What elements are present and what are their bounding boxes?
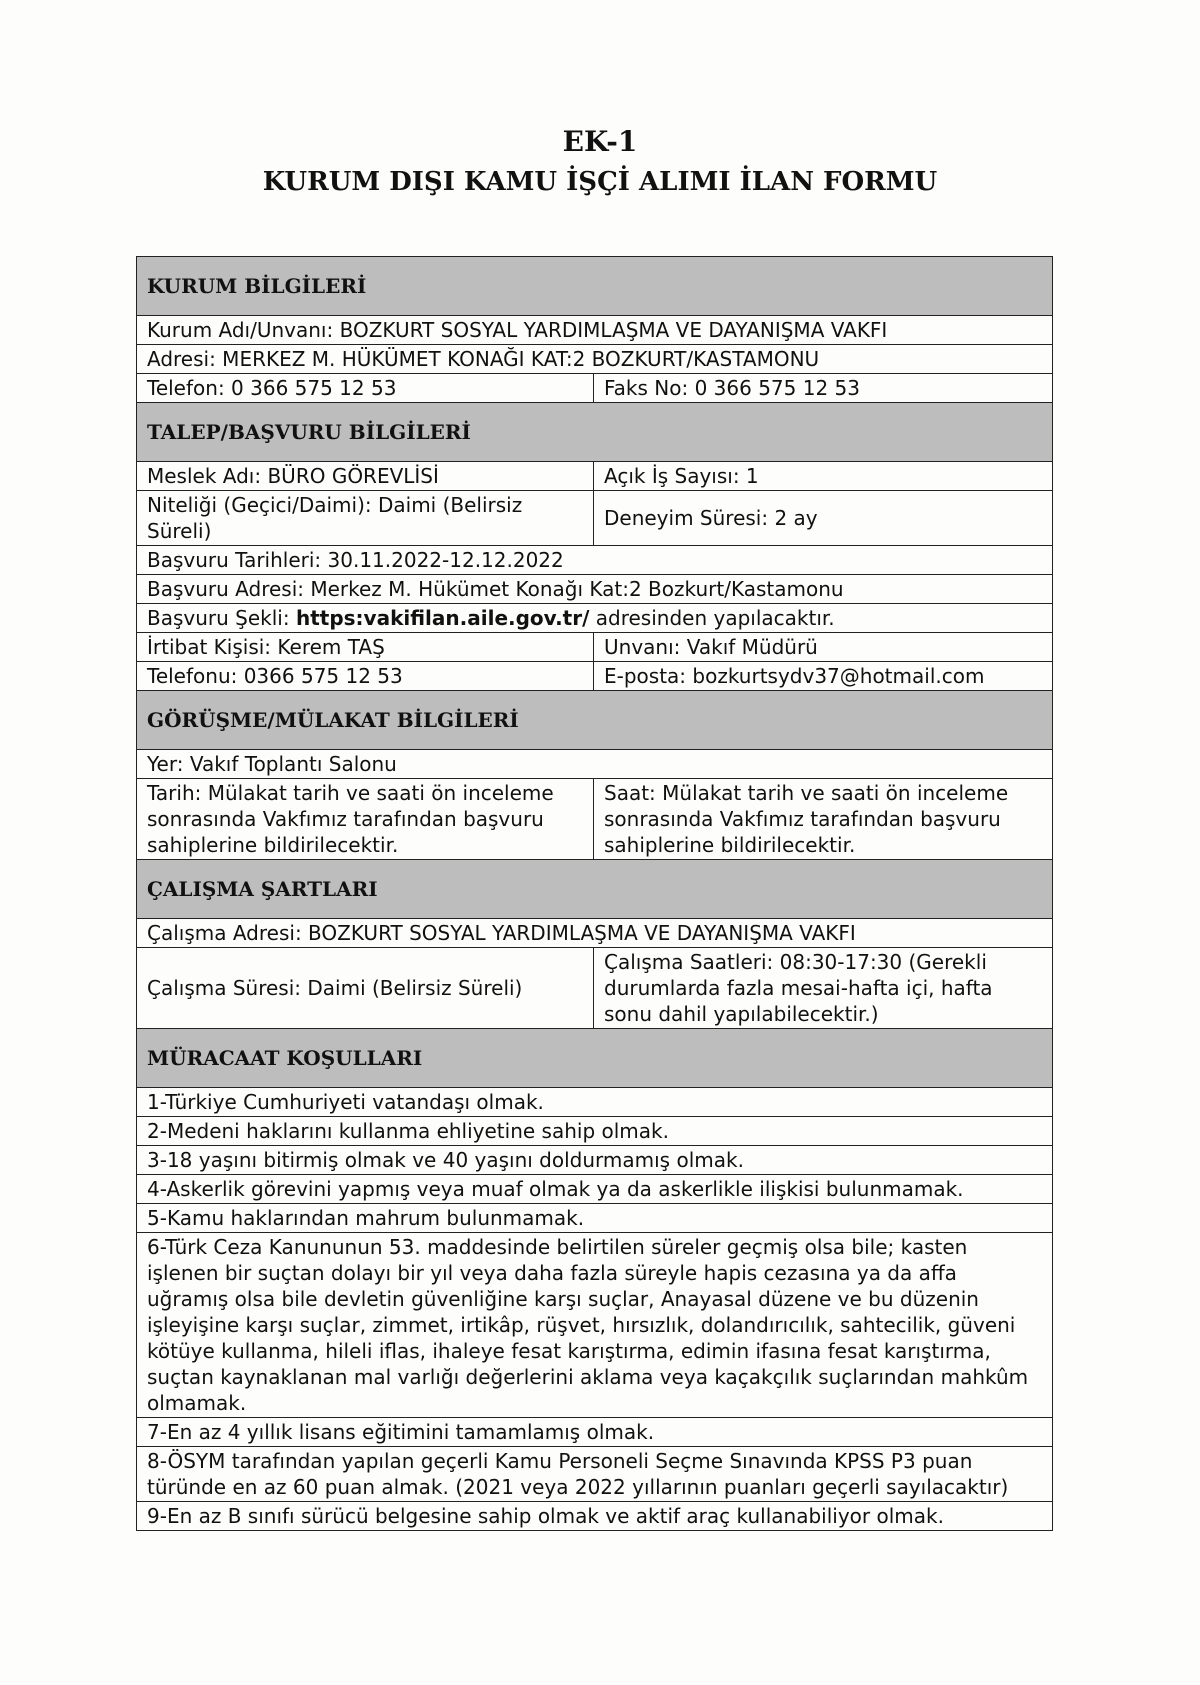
- irtibat-eposta: E-posta: bozkurtsydv37@hotmail.com: [594, 662, 1053, 691]
- section-heading-calisma: ÇALIŞMA ŞARTLARI: [137, 860, 1053, 919]
- condition-item: 6-Türk Ceza Kanununun 53. maddesinde belirtilen süreler geçmiş olsa bile; kasten işlenen bir suçtan dolayı bir yıl veya daha fazla süreyle hapis cezasına ya da affa uğramış olsa bile devletin güvenliğine karşı suçlar, Anayasal düzene ve bu düzenin işleyişine karşı suçlar, zimmet, irtikâp, rüşvet, hırsızlık, dolandırıcılık, sahtecilik, güveni kötüye kullanma, hileli iflas, ihaleye fesat karıştırma, edimin ifasına fesat karıştırma, suçtan kaynaklanan mal varlığı değerlerini aklama veya kaçakçılık suçlarından mahkûm olmamak.: [137, 1233, 1053, 1418]
- basvuru-sekli: [137, 604, 1053, 633]
- condition-item: 2-Medeni haklarını kullanma ehliyetine sahip olmak.: [137, 1117, 1053, 1146]
- section-heading-talep: TALEP/BAŞVURU BİLGİLERİ: [137, 403, 1053, 462]
- kurum-faks: Faks No: 0 366 575 12 53: [594, 374, 1053, 403]
- title-main: KURUM DIŞI KAMU İŞÇİ ALIMI İLAN FORMU: [262, 167, 938, 197]
- basvuru-tarihleri: Başvuru Tarihleri: 30.11.2022-12.12.2022: [137, 546, 1053, 575]
- announcement-form-table: [136, 256, 1053, 1531]
- calisma-saatleri: Çalışma Saatleri: 08:30-17:30 (Gerekli durumlarda fazla mesai-hafta içi, hafta sonu dahil yapılabilecektir.): [594, 948, 1053, 1029]
- condition-item: 8-ÖSYM tarafından yapılan geçerli Kamu Personeli Seçme Sınavında KPSS P3 puan türünde en az 60 puan almak. (2021 veya 2022 yıllarının puanları geçerli sayılacaktır): [137, 1447, 1053, 1502]
- meslek-adi: Meslek Adı: BÜRO GÖREVLİSİ: [137, 462, 594, 491]
- section-heading-gorusme: GÖRÜŞME/MÜLAKAT BİLGİLERİ: [137, 691, 1053, 750]
- basvuru-sekli-label: Başvuru Şekli:: [147, 606, 296, 630]
- basvuru-link[interactable]: https:vakifilan.aile.gov.tr/: [295, 606, 590, 630]
- kurum-adresi: Adresi: MERKEZ M. HÜKÜMET KONAĞI KAT:2 BOZKURT/KASTAMONU: [137, 345, 1053, 374]
- condition-item: 9-En az B sınıfı sürücü belgesine sahip olmak ve aktif araç kullanabiliyor olmak.: [137, 1502, 1053, 1531]
- niteligi: Niteliği (Geçici/Daimi): Daimi (Belirsiz Süreli): [137, 491, 594, 546]
- section-heading-muracaat: MÜRACAAT KOŞULLARI: [137, 1029, 1053, 1088]
- kurum-adi: Kurum Adı/Unvanı: BOZKURT SOSYAL YARDIMLAŞMA VE DAYANIŞMA VAKFI: [137, 316, 1053, 345]
- mulakat-yeri: Yer: Vakıf Toplantı Salonu: [137, 750, 1053, 779]
- basvuru-adresi: Başvuru Adresi: Merkez M. Hükümet Konağı Kat:2 Bozkurt/Kastamonu: [137, 575, 1053, 604]
- condition-item: 5-Kamu haklarından mahrum bulunmamak.: [137, 1204, 1053, 1233]
- irtibat-unvani: Unvanı: Vakıf Müdürü: [594, 633, 1053, 662]
- basvuru-sekli-suffix: adresinden yapılacaktır.: [589, 606, 835, 630]
- irtibat-telefonu: Telefonu: 0366 575 12 53: [137, 662, 594, 691]
- condition-item: 4-Askerlik görevini yapmış veya muaf olmak ya da askerlikle ilişkisi bulunmamak.: [137, 1175, 1053, 1204]
- calisma-adresi: Çalışma Adresi: BOZKURT SOSYAL YARDIMLAŞMA VE DAYANIŞMA VAKFI: [137, 919, 1053, 948]
- deneyim-suresi: Deneyim Süresi: 2 ay: [594, 491, 1053, 546]
- acik-is-sayisi: Açık İş Sayısı: 1: [594, 462, 1053, 491]
- irtibat-kisisi: İrtibat Kişisi: Kerem TAŞ: [137, 633, 594, 662]
- document-title: [0, 122, 1200, 202]
- kurum-telefon: Telefon: 0 366 575 12 53: [137, 374, 594, 403]
- condition-item: 1-Türkiye Cumhuriyeti vatandaşı olmak.: [137, 1088, 1053, 1117]
- mulakat-tarihi: Tarih: Mülakat tarih ve saati ön inceleme sonrasında Vakfımız tarafından başvuru sahiplerine bildirilecektir.: [137, 779, 594, 860]
- calisma-suresi: Çalışma Süresi: Daimi (Belirsiz Süreli): [137, 948, 594, 1029]
- condition-item: 7-En az 4 yıllık lisans eğitimini tamamlamış olmak.: [137, 1418, 1053, 1447]
- condition-item: 3-18 yaşını bitirmiş olmak ve 40 yaşını doldurmamış olmak.: [137, 1146, 1053, 1175]
- section-heading-kurum: KURUM BİLGİLERİ: [137, 257, 1053, 316]
- title-annex: EK-1: [562, 125, 638, 158]
- mulakat-saati: Saat: Mülakat tarih ve saati ön inceleme sonrasında Vakfımız tarafından başvuru sahiplerine bildirilecektir.: [594, 779, 1053, 860]
